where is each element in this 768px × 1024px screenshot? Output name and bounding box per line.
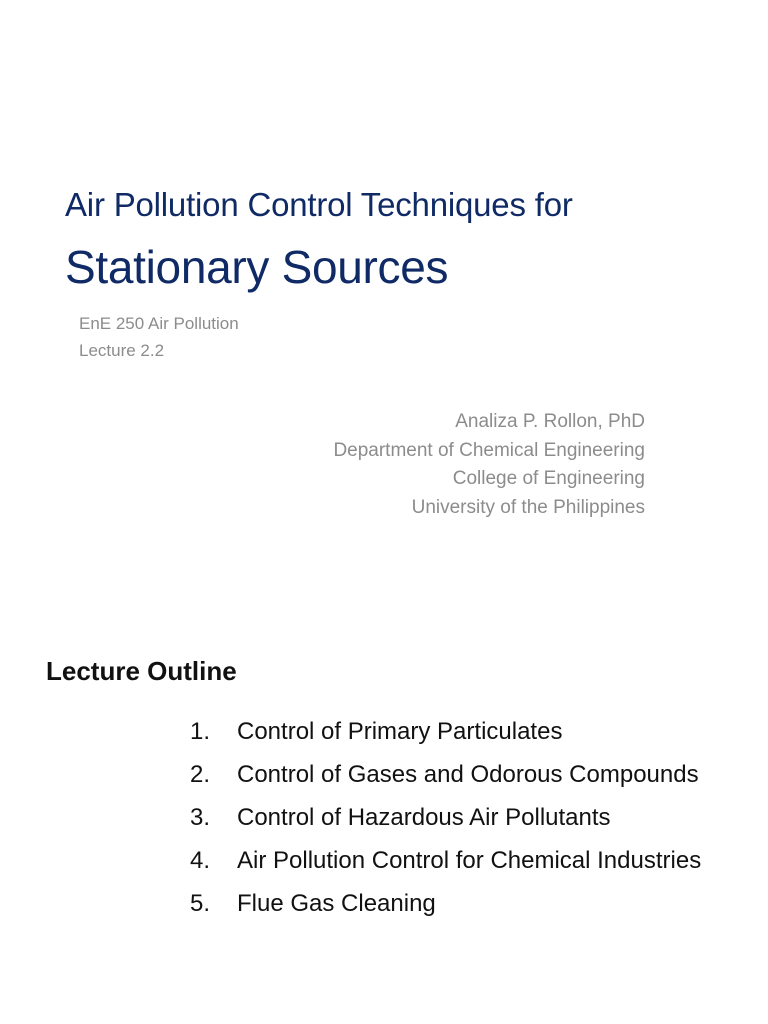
author-name: Analiza P. Rollon, PhD (455, 411, 645, 432)
slide-title-line-2: Stationary Sources (65, 241, 449, 293)
outline-item (190, 800, 710, 836)
outline-item (190, 886, 710, 922)
course-subtitle (79, 310, 239, 364)
slide-title-line-1: Air Pollution Control Techniques for (65, 186, 573, 223)
outline-heading: Lecture Outline (46, 656, 237, 686)
outline-item-number: 3. (190, 804, 211, 831)
author-university: University of the Philippines (411, 496, 645, 518)
outline-item-text: Control of Hazardous Air Pollutants (237, 804, 611, 831)
author-college: College of Engineering (452, 468, 645, 489)
outline-item-text: Control of Gases and Odorous Compounds (237, 761, 699, 788)
outline-item (190, 714, 710, 750)
author-block (333, 408, 645, 522)
outline-item-number: 2. (190, 761, 211, 788)
outline-item-number: 5. (190, 890, 211, 917)
outline-item-number: 4. (190, 847, 211, 874)
course-name: EnE 250 Air Pollution (79, 314, 239, 333)
lecture-number: Lecture 2.2 (79, 341, 165, 360)
outline-list (190, 714, 710, 929)
outline-item-text: Flue Gas Cleaning (237, 890, 436, 917)
outline-item-number: 1. (190, 718, 211, 745)
author-department: Department of Chemical Engineering (333, 439, 645, 461)
outline-item-text: Air Pollution Control for Chemical Industries (237, 847, 702, 874)
outline-item (190, 757, 710, 793)
outline-slide (0, 620, 768, 1024)
outline-item-text: Control of Primary Particulates (237, 718, 563, 745)
outline-item (190, 843, 710, 879)
